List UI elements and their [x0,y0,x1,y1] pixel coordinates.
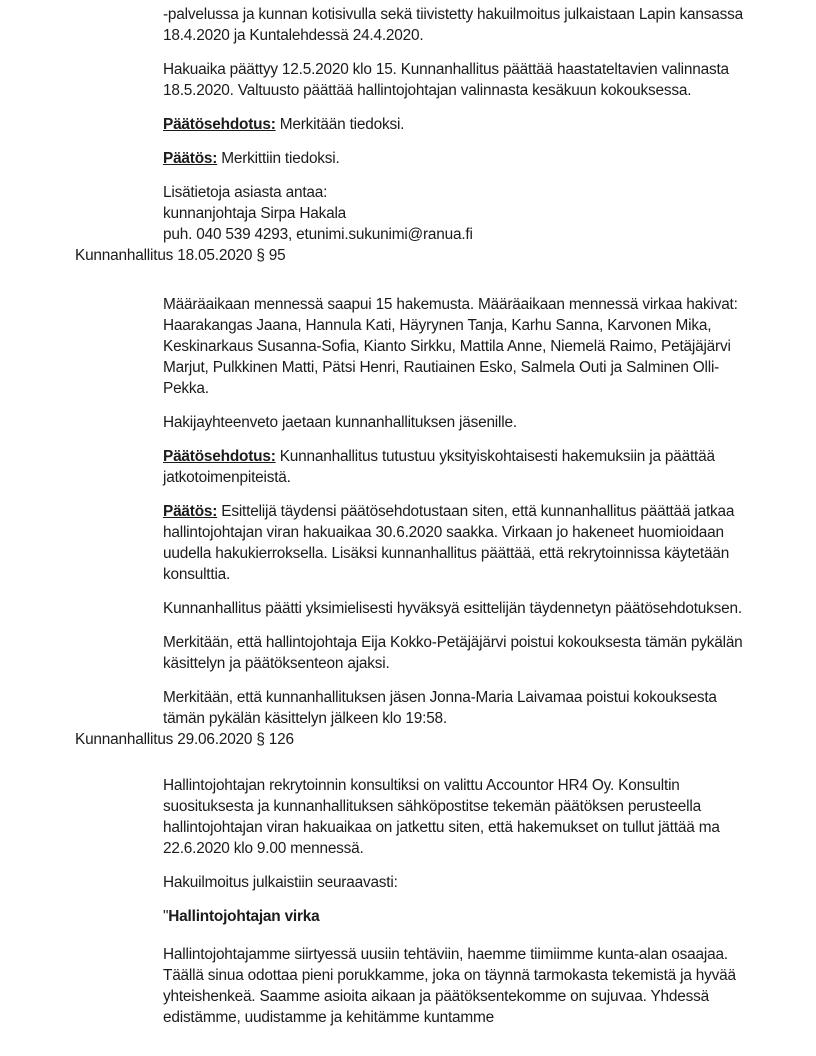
decision-2-label: Päätös: [163,503,218,520]
decision-proposal-1 [163,114,745,135]
paragraph-unanimous-decision: Kunnanhallitus päätti yksimielisesti hyväksyä esittelijän täydennetyn päätösehdotuksen. [163,600,742,617]
decision-proposal-2-label: Päätösehdotus: [163,448,276,465]
contact-name-line: kunnanjohtaja Sirpa Hakala [163,205,347,222]
decision-proposal-1-text: Merkitään tiedoksi. [279,116,405,133]
decision-2 [163,501,745,585]
margin-note-kh-95: Kunnanhallitus 18.05.2020 § 95 [75,247,286,264]
decision-1-label: Päätös: [163,150,218,167]
paragraph-consultant: Hallintojohtajan rekrytoinnin konsultiksi on valittu Accountor HR4 Oy. Konsultin suosituksesta ja kunnanhallituksen sähköpostitse tekemän päätöksen perusteella hallintojohtajan viran hakuaikaa on jatkettu siten, että hakemukset on tullut jättää ma 22.6.2020 klo 9.00 mennessä. [163,777,720,857]
decision-1-text: Merkittiin tiedoksi. [221,150,340,167]
job-ad-title: Hallintojohtajan virka [168,908,320,925]
job-ad-heading [163,906,745,927]
paragraph-announcement-intro: Hakuilmoitus julkaistiin seuraavasti: [163,874,398,891]
paragraph-job-ad-body: Hallintojohtajamme siirtyessä uusiin tehtäviin, haemme tiimiimme kunta-alan osaajaa. Täällä sinua odottaa pieni porukkamme, joka on täynnä tarmokasta tekemistä ja hyvää yhteishenkeä. Saamme asioita aikaan ja päätöksentekomme on sujuvaa. Yhdessä edistämme, uudistamme ja kehitämme kuntamme [163,946,736,1026]
contact-info [163,182,745,245]
paragraph-note-hallintojohtaja: Merkitään, että hallintojohtaja Eija Kokko-Petäjäjärvi poistui kokouksesta tämän pykälän käsittelyn ja päätöksenteon ajaksi. [163,634,743,672]
decision-proposal-2-text: Kunnanhallitus tutustuu yksityiskohtaisesti hakemuksiin ja päättää jatkotoimenpiteistä. [163,448,715,486]
job-ad-opening-quote: " [163,908,169,925]
decision-proposal-1-label: Päätösehdotus: [163,116,276,133]
paragraph-applications: Määräaikaan mennessä saapui 15 hakemusta. Määräaikaan mennessä virkaa hakivat: Haarakangas Jaana, Hannula Kati, Häyrynen Tanja, Karhu Sanna, Karvonen Mika, Keskinarkaus Susanna-Sofia, Kianto Sirkku, Mattila Anne, Niemelä Raimo, Petäjäjärvi Marjut, Pulkkinen Matti, Pätsi Henri, Rautiainen Esko, Salmela Outi ja Salminen Olli-Pekka. [163,296,738,397]
paragraph-publication: -palvelussa ja kunnan kotisivulla sekä tiivistetty hakuilmoitus julkaistaan Lapin kansassa 18.4.2020 ja Kuntalehdessä 24.4.2020. [163,6,743,44]
contact-intro-line: Lisätietoja asiasta antaa: [163,184,328,201]
paragraph-note-jasen: Merkitään, että kunnanhallituksen jäsen Jonna-Maria Laivamaa poistui kokouksesta tämän pykälän käsittelyn jälkeen klo 19:58. [163,689,717,727]
paragraph-applicant-summary: Hakijayhteenveto jaetaan kunnanhallituksen jäsenille. [163,414,517,431]
decision-1 [163,148,745,169]
contact-phone-line: puh. 040 539 4293, etunimi.sukunimi@ranua.fi [163,226,473,243]
margin-note-kh-126: Kunnanhallitus 29.06.2020 § 126 [75,731,294,748]
decision-2-text: Esittelijä täydensi päätösehdotustaan siten, että kunnanhallitus päättää jatkaa hallintojohtajan viran hakuaikaa 30.6.2020 saakka. Virkaan jo hakeneet huomioidaan uudella hakukierroksella. Lisäksi kunnanhallitus päättää, että rekrytoinnissa käytetään konsulttia. [163,503,735,583]
paragraph-deadline: Hakuaika päättyy 12.5.2020 klo 15. Kunnanhallitus päättää haastateltavien valinnasta 18.5.2020. Valtuusto päättää hallintojohtajan valinnasta kesäkuun kokouksessa. [163,61,729,99]
document-body [75,0,745,1028]
decision-proposal-2 [163,446,745,488]
